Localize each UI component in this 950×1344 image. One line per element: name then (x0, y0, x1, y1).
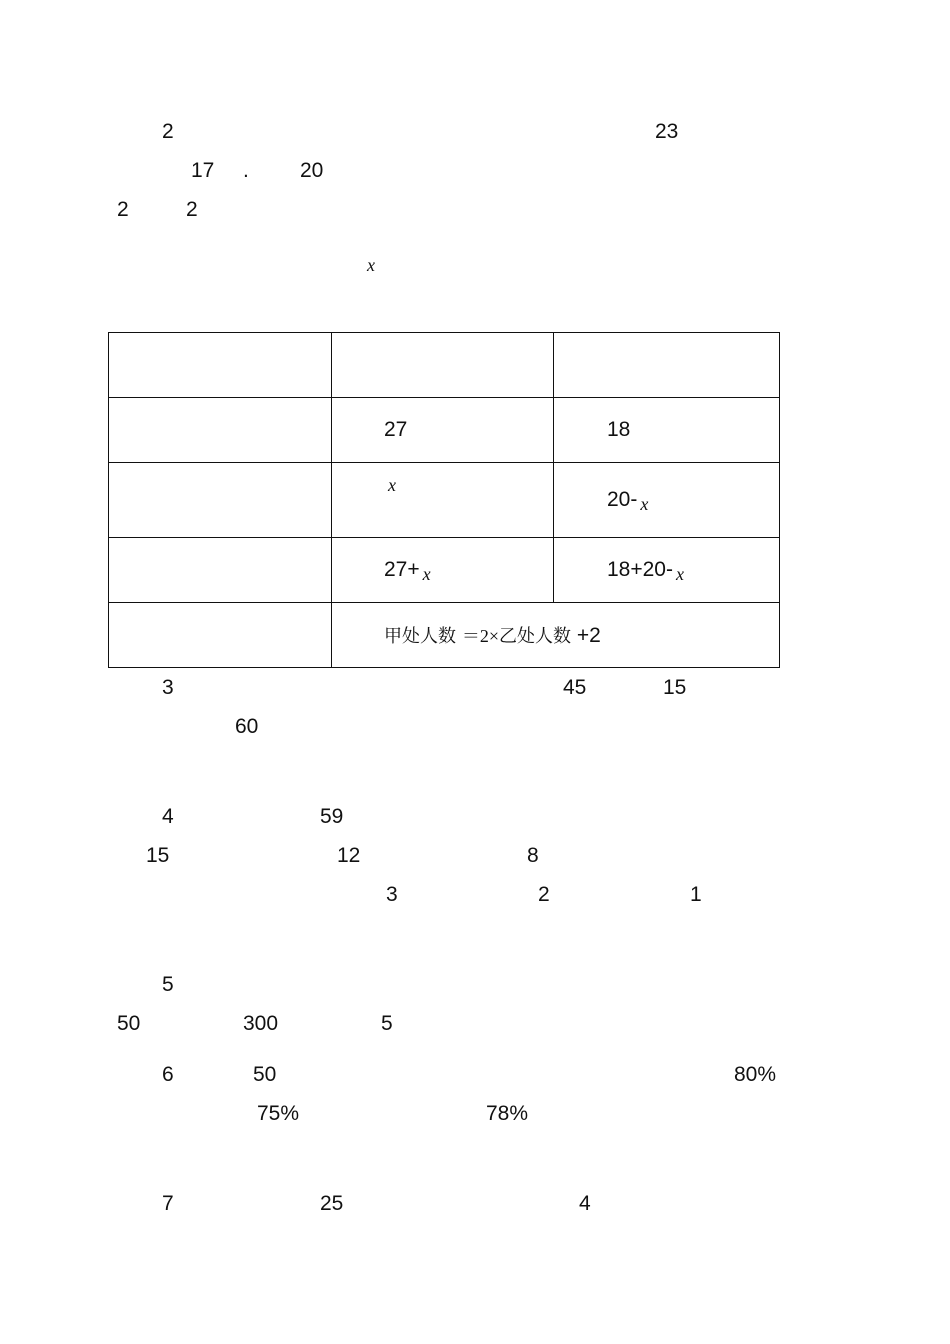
table-row (109, 538, 780, 603)
number: 50 (253, 1063, 277, 1086)
number: 3 (162, 676, 174, 699)
punctuation: . (243, 159, 249, 182)
number: 4 (579, 1192, 591, 1215)
table-cell (109, 463, 332, 538)
number: 59 (320, 805, 344, 828)
number: 20 (300, 159, 324, 182)
table-cell (554, 538, 780, 603)
number: 300 (243, 1012, 279, 1035)
cell-value: 20- (607, 488, 638, 511)
table-cell (554, 463, 780, 538)
number: 15 (146, 844, 170, 867)
number: 7 (162, 1192, 174, 1215)
table-cell (554, 333, 780, 398)
table-cell (554, 398, 780, 463)
table-cell (109, 538, 332, 603)
cell-value: 18 (607, 418, 631, 441)
table-cell (109, 333, 332, 398)
number: 17 (191, 159, 215, 182)
variable-x: x (388, 475, 396, 495)
table-cell (332, 538, 554, 603)
number: 50 (117, 1012, 141, 1035)
number: 25 (320, 1192, 344, 1215)
number: 15 (663, 676, 687, 699)
table-row (109, 603, 780, 668)
table-row (109, 463, 780, 538)
percentage: 80% (734, 1063, 777, 1086)
number: 2 (538, 883, 550, 906)
number: 5 (162, 973, 174, 996)
variable-x: x (640, 494, 649, 514)
cell-value: 27 (384, 418, 408, 441)
percentage: 75% (257, 1102, 300, 1125)
equation-right: +2 (576, 624, 601, 647)
number: 5 (381, 1012, 393, 1035)
number: 60 (235, 715, 259, 738)
number: 2 (186, 198, 198, 221)
cell-value: 27+ (384, 558, 420, 581)
table-row (109, 398, 780, 463)
table-cell (109, 398, 332, 463)
number: 6 (162, 1063, 174, 1086)
table-row (109, 333, 780, 398)
number: 1 (690, 883, 702, 906)
number: 23 (655, 120, 679, 143)
variable-x: x (675, 564, 684, 584)
number: 8 (527, 844, 539, 867)
number: 3 (386, 883, 398, 906)
number: 4 (162, 805, 174, 828)
variable-x: x (367, 255, 375, 275)
table-cell (332, 333, 554, 398)
equation-cell (332, 603, 780, 668)
percentage: 78% (486, 1102, 529, 1125)
table-cell (332, 463, 554, 538)
number: 2 (162, 120, 174, 143)
variable-x: x (422, 564, 431, 584)
number: 45 (563, 676, 587, 699)
table-cell (109, 603, 332, 668)
number: 12 (337, 844, 361, 867)
cell-value: 18+20- (607, 558, 673, 581)
data-table (108, 332, 780, 668)
number: 2 (117, 198, 129, 221)
table-cell (332, 398, 554, 463)
equation-middle: ＝2×乙处人数 (461, 626, 571, 646)
equation-left: 甲处人数 (384, 626, 456, 647)
